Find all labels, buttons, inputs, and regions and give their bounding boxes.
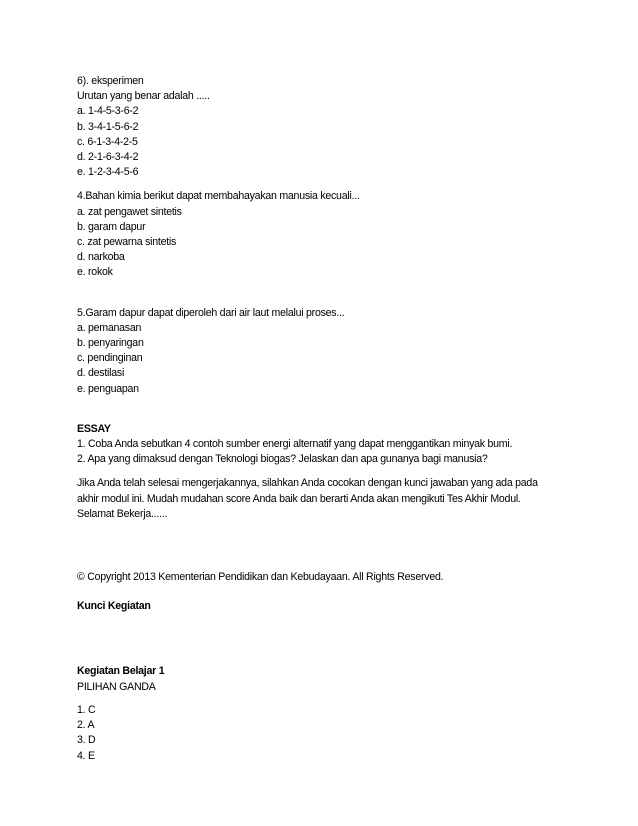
question-3-option-e: e. 1-2-3-4-5-6 xyxy=(77,166,139,179)
essay-section xyxy=(77,422,577,522)
essay-instruction-line-2: akhir modul ini. Mudah mudahan score Anda baik dan berarti Anda akan mengikuti Tes Akhir Modul. xyxy=(77,492,521,505)
question-5-option-c: c. pendinginan xyxy=(77,352,143,365)
question-4-option-d: d. narkoba xyxy=(77,251,125,264)
question-4-option-e: e. rokok xyxy=(77,266,113,279)
pilihan-ganda-subheading: PILIHAN GANDA xyxy=(77,680,156,693)
kunci-kegiatan-heading: Kunci Kegiatan xyxy=(77,600,151,613)
answer-key-1: 1. C xyxy=(77,703,96,716)
question-3-option-c: c. 6-1-3-4-2-5 xyxy=(77,135,138,148)
question-5-block xyxy=(77,306,577,397)
essay-question-1: 1. Coba Anda sebutkan 4 contoh sumber energi alternatif yang dapat menggantikan minyak bumi. xyxy=(77,438,513,451)
question-5-option-a: a. pemanasan xyxy=(77,321,142,334)
question-5-option-d: d. destilasi xyxy=(77,367,125,380)
question-4-option-c: c. zat pewarna sintetis xyxy=(77,236,177,249)
question-3-last-step: 6). eksperimen xyxy=(77,75,144,87)
answer-key-4: 4. E xyxy=(77,749,95,762)
kegiatan-belajar-1-heading: Kegiatan Belajar 1 xyxy=(77,665,165,678)
question-4-block xyxy=(77,189,577,280)
question-3-option-d: d. 2-1-6-3-4-2 xyxy=(77,151,139,164)
essay-question-2: 2. Apa yang dimaksud dengan Teknologi biogas? Jelaskan dan apa gunanya bagi manusia? xyxy=(77,453,488,466)
copyright-notice: © Copyright 2013 Kementerian Pendidikan dan Kebudayaan. All Rights Reserved. xyxy=(77,571,444,584)
question-5-option-b: b. penyaringan xyxy=(77,337,144,350)
essay-heading: ESSAY xyxy=(77,422,111,435)
question-3-option-a: a. 1-4-5-3-6-2 xyxy=(77,105,139,118)
question-3-option-b: b. 3-4-1-5-6-2 xyxy=(77,120,139,133)
question-3-block xyxy=(77,74,577,180)
answer-key-3: 3. D xyxy=(77,734,96,747)
question-4-option-a: a. zat pengawet sintetis xyxy=(77,205,182,218)
question-4-prompt: 4.Bahan kimia berikut dapat membahayakan manusia kecuali... xyxy=(77,190,360,203)
essay-instruction-line-1: Jika Anda telah selesai mengerjakannya, silahkan Anda cocokan dengan kunci jawaban yang ada pada xyxy=(77,477,538,490)
essay-instruction-line-3: Selamat Bekerja...... xyxy=(77,507,168,520)
kegiatan-belajar-1-section xyxy=(77,664,577,763)
document-body xyxy=(77,74,577,764)
question-3-prompt: Urutan yang benar adalah ..... xyxy=(77,90,210,103)
answer-key-2: 2. A xyxy=(77,719,95,732)
question-4-option-b: b. garam dapur xyxy=(77,220,146,233)
question-5-prompt: 5.Garam dapur dapat diperoleh dari air laut melalui proses... xyxy=(77,306,345,319)
question-5-option-e: e. penguapan xyxy=(77,382,139,395)
